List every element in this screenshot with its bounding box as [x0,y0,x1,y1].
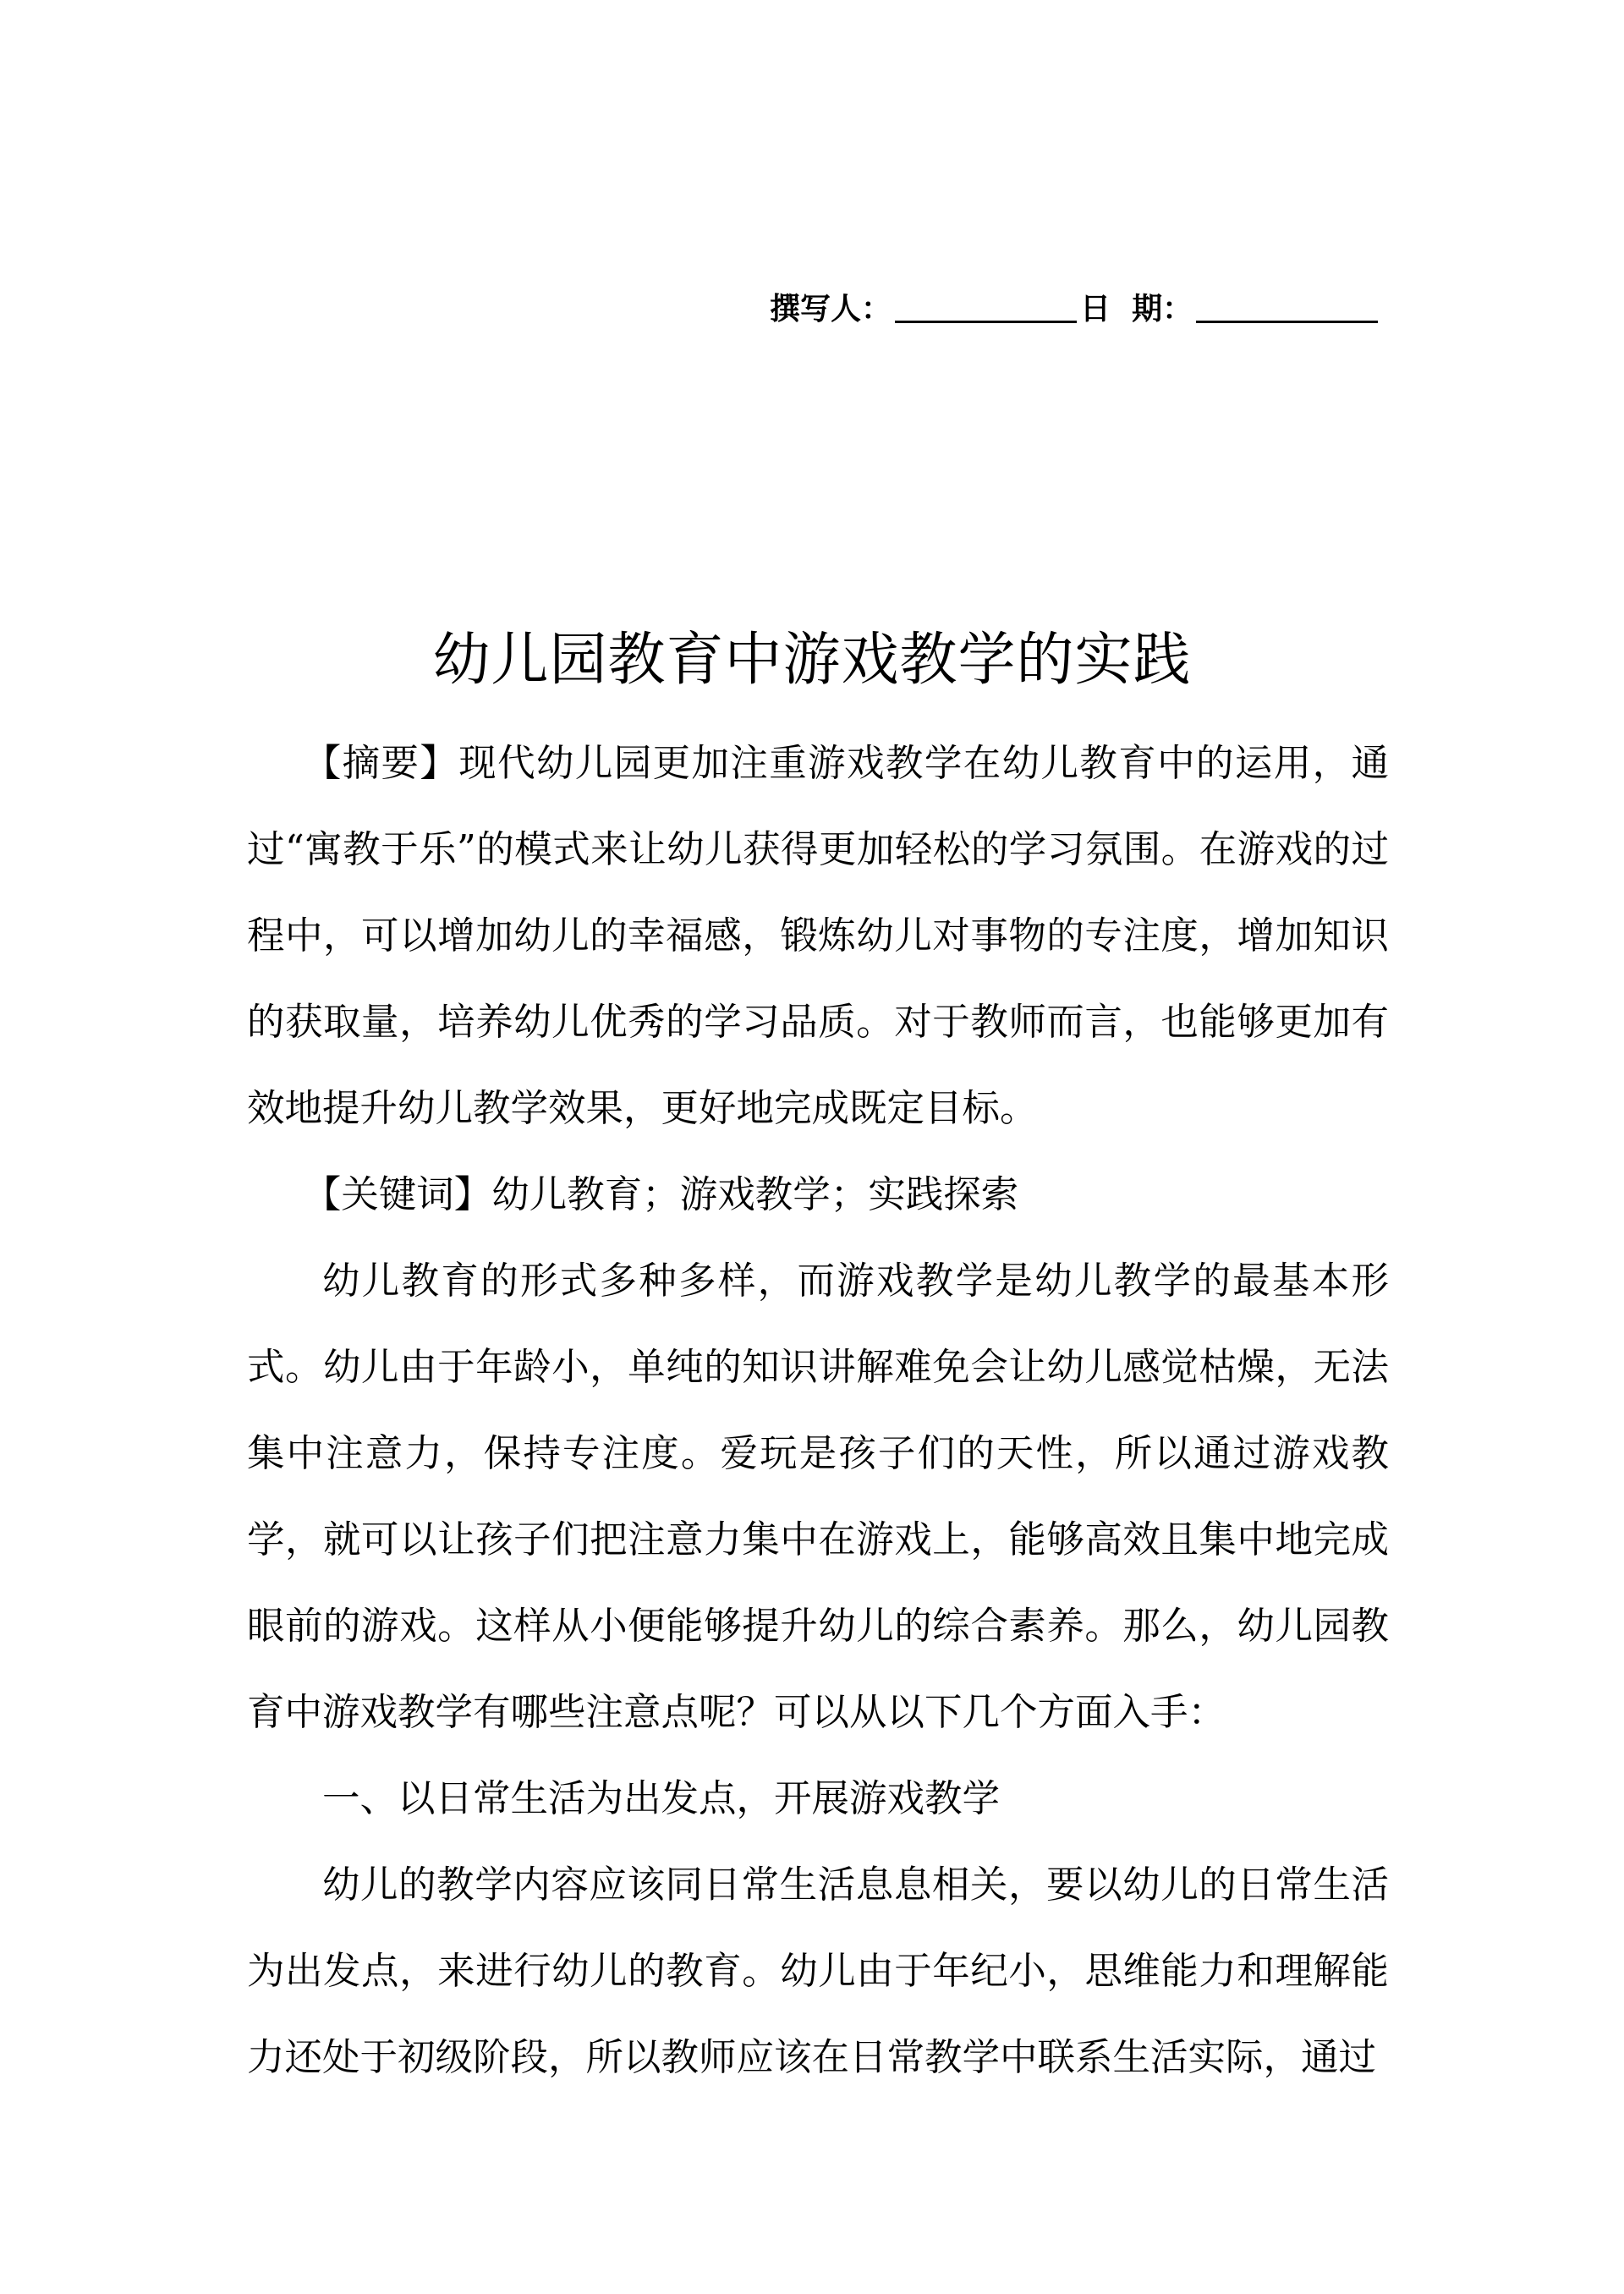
body-paragraph-intro: 幼儿教育的形式多种多样，而游戏教学是幼儿教学的最基本形式。幼儿由于年龄小，单纯的知识讲解难免会让幼儿感觉枯燥，无法集中注意力，保持专注度。爱玩是孩子们的天性，所以通过游戏教学，就可以让孩子们把注意力集中在游戏上，能够高效且集中地完成眼前的游戏。这样从小便能够提升幼儿的综合素养。那么，幼儿园教育中游戏教学有哪些注意点呢？可以从以下几个方面入手： [247,1260,1389,1734]
date-blank [1196,295,1378,323]
author-blank [895,295,1077,323]
abstract-paragraph: 【摘要】现代幼儿园更加注重游戏教学在幼儿教育中的运用，通过“寓教于乐”的模式来让幼儿获得更加轻松的学习氛围。在游戏的过程中，可以增加幼儿的幸福感，锻炼幼儿对事物的专注度，增加知识的获取量，培养幼儿优秀的学习品质。对于教师而言，也能够更加有效地提升幼儿教学效果，更好地完成既定目标。 [247,742,1389,1130]
section-heading-1: 一、以日常生活为出发点，开展游戏教学 [322,1777,1001,1820]
keywords-paragraph: 【关键词】幼儿教育；游戏教学；实践探索 [303,1173,1019,1216]
body-paragraph-section-1: 幼儿的教学内容应该同日常生活息息相关，要以幼儿的日常生活为出发点，来进行幼儿的教育。幼儿由于年纪小，思维能力和理解能力还处于初级阶段，所以教师应该在日常教学中联系生活实际，通过 [247,1863,1389,2079]
date-label: 日 期： [1080,292,1193,327]
author-date-line [770,281,1387,328]
author-label: 撰写人： [770,292,892,327]
document-title: 幼儿园教育中游戏教学的实践 [432,626,1192,694]
document-body [247,721,1389,2101]
